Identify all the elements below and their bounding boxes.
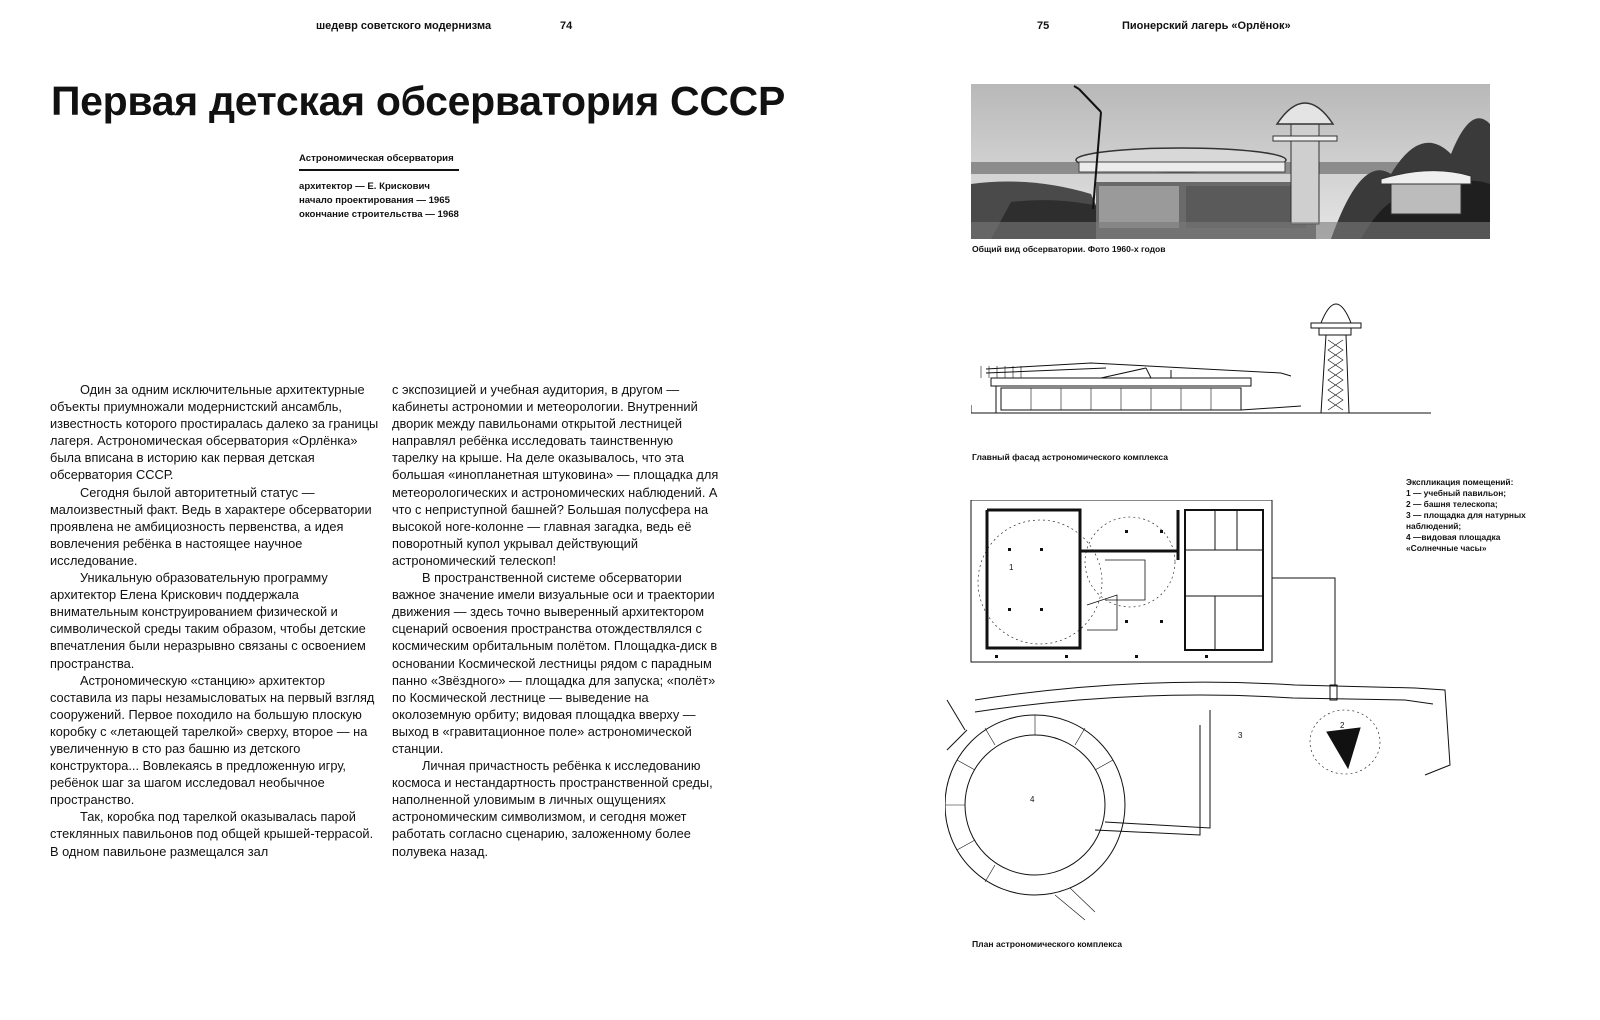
project-info-construction-end: окончание строительства — 1968 — [299, 209, 459, 220]
plan-caption: План астрономического комплекса — [972, 939, 1123, 949]
facade-caption: Главный фасад астрономического комплекса — [972, 452, 1169, 462]
photo-caption: Общий вид обсерватории. Фото 1960-х годов — [972, 244, 1166, 254]
plan-label-4: 4 — [1030, 795, 1035, 804]
paragraph: Так, коробка под тарелкой оказывалась парой стеклянных павильонов под общей крышей-террасой. В одном павильоне размещался зал — [50, 809, 374, 859]
plan-label-1: 1 — [1009, 563, 1014, 572]
plan-label-3: 3 — [1238, 731, 1243, 740]
running-head-left: шедевр советского модернизма — [316, 20, 492, 32]
project-info-heading: Астрономическая обсерватория — [299, 152, 459, 171]
paragraph: В пространственной системе обсерватории важное значение имели визуальные оси и траектории движения — здесь точно выверенный архитектором сценарий освоения пространства отождествлялся с космическим орбитальным полётом. Площадка-диск в основании Космической лестницы рядом с парадным панно «Звёздного» — площадка для запуска; «полёт» по Космической лестнице — выведение на околоземную орбиту; видовая площадка вверху — выход в «гравитационное поле» астрономической станции. — [392, 570, 718, 756]
room-legend-item: 3 — площадка для натурных наблюдений; — [1406, 510, 1526, 531]
paragraph: Один за одним исключительные архитектурные объекты приумножали модернистский ансамбль, известность которого простиралась далеко за границы лагеря. Астрономическая обсерватория «Орлёнка» была вписана в историю как первая детская обсерватория СССР. — [50, 382, 379, 483]
project-info-box — [299, 152, 459, 222]
page-number-left: 74 — [560, 20, 573, 32]
plan-label-2: 2 — [1340, 721, 1345, 730]
paragraph: Сегодня былой авторитетный статус — малоизвестный факт. Ведь в характере обсерватории проявлена не амбициозность первенства, а идея вовлечения ребёнка в настоящее научное исследование. — [50, 484, 372, 568]
text-column-1 — [50, 381, 380, 860]
paragraph: Личная причастность ребёнка к исследованию космоса и нестандартность пространственной среды, наполненной уловимым в личных ощущениях астрономическим символизмом, и сегодня может работать согласно сценарию, заложенному более полувека назад. — [392, 758, 713, 859]
page-number-right: 75 — [1037, 20, 1050, 32]
facade-elevation-drawing — [971, 290, 1431, 436]
paragraph: с экспозицией и учебная аудитория, в другом — кабинеты астрономии и метеорологии. Внутренний дворик между павильонами открытой лестницей направлял ребёнка исследовать таинственную тарелку на крыше. На деле оказывалось, что эта большая «инопланетная штуковина» — площадка для метеорологических и астрономических наблюдений. А что с неприступной башней? Большая полусфера на высокой ноге-колонне — главная загадка, ведь её поворотный купол укрывал действующий астрономический телескоп! — [392, 382, 719, 568]
room-legend-item: 1 — учебный павильон; — [1406, 488, 1507, 498]
room-legend-item: 4 —видовая площадка «Солнечные часы» — [1406, 532, 1501, 553]
article-title: Первая детская обсерватория СССР — [51, 78, 786, 124]
paragraph: Уникальную образовательную программу архитектор Елена Крискович поддержала внимательным конструированием физической и символической среды таким образом, чтобы детские впечатления были неразрывно связаны с освоением пространства. — [50, 570, 366, 671]
room-legend-item: 2 — башня телескопа; — [1406, 499, 1498, 509]
floor-plan-drawing — [945, 500, 1490, 928]
running-head-right: Пионерский лагерь «Орлёнок» — [1122, 20, 1291, 32]
text-column-2 — [392, 381, 722, 860]
paragraph: Астрономическую «станцию» архитектор составила из пары незамысловатых на первый взгляд сооружений. Первое походило на большую плоскую коробку с «летающей тарелкой» сверху, второе — на увеличенную в сто раз башню из детского конструктора... Вовлекаясь в предложенную игру, ребёнок шаг за шагом исследовал необычное пространство. — [50, 672, 375, 808]
observatory-photo — [971, 84, 1490, 239]
room-legend-title: Экспликация помещений: — [1406, 477, 1514, 487]
project-info-design-start: начало проектирования — 1965 — [299, 195, 450, 206]
project-info-architect: архитектор — Е. Крискович — [299, 181, 430, 192]
